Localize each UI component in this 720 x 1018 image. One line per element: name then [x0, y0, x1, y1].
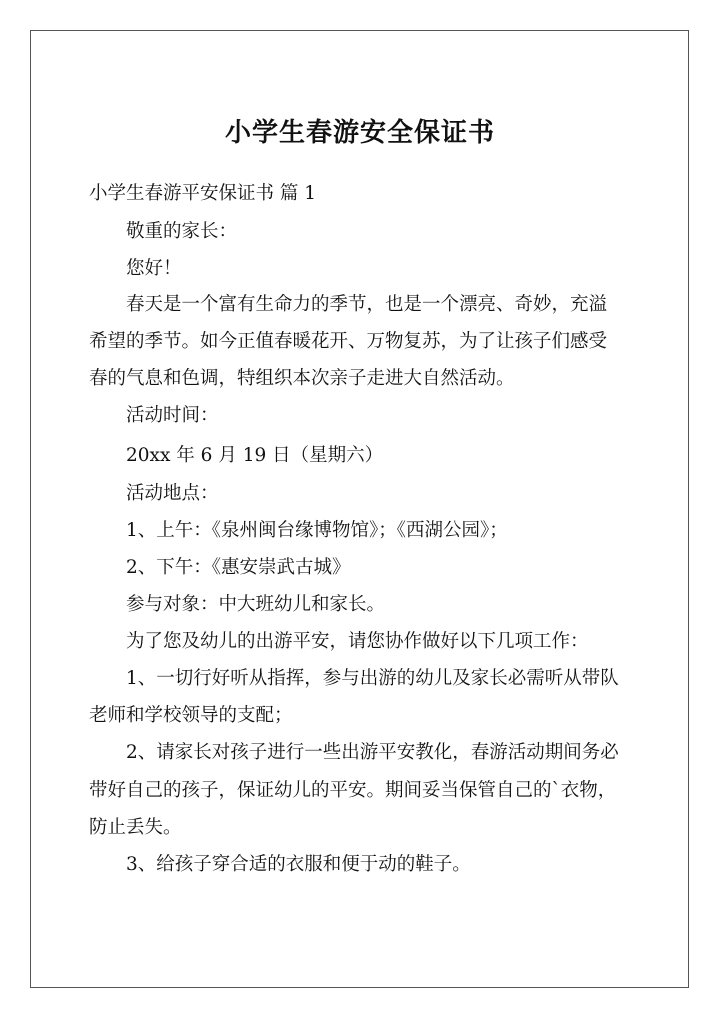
- page-border: [30, 30, 689, 988]
- paragraph-line: 老师和学校领导的支配；: [89, 705, 293, 726]
- paragraph-line: 参与对象：中大班幼儿和家长。: [126, 594, 386, 615]
- paragraph-line: 活动时间：: [126, 405, 219, 426]
- paragraph-line: 希望的季节。如今正值春暖花开、万物复苏，为了让孩子们感受: [89, 331, 608, 352]
- paragraph-line: 1、上午：《泉州闽台缘博物馆》；《西湖公园》；: [126, 520, 508, 541]
- paragraph-line: 3、给孩子穿合适的衣服和便于动的鞋子。: [126, 854, 471, 875]
- paragraph-line: 敬重的家长：: [126, 221, 238, 242]
- document-subtitle: 小学生春游平安保证书 篇 1: [89, 183, 317, 204]
- paragraph-line: 春天是一个富有生命力的季节，也是一个漂亮、奇妙，充溢: [126, 294, 608, 315]
- paragraph-line: 20xx 年 6 月 19 日（星期六）: [126, 445, 384, 466]
- paragraph-line: 2、请家长对孩子进行一些出游平安教化，春游活动期间务必: [126, 742, 619, 763]
- paragraph-line: 为了您及幼儿的出游平安，请您协作做好以下几项工作：: [126, 631, 589, 652]
- paragraph-line: 活动地点：: [126, 483, 219, 504]
- paragraph-line: 2、下午：《惠安崇武古城》: [126, 557, 351, 578]
- paragraph-line: 带好自己的孩子，保证幼儿的平安。期间妥当保管自己的`衣物，: [89, 780, 617, 801]
- paragraph-line: 防止丢失。: [89, 817, 182, 838]
- paragraph-line: 1、一切行好听从指挥，参与出游的幼儿及家长必需听从带队: [126, 668, 619, 689]
- paragraph-line: 您好！: [126, 258, 182, 279]
- document-title: 小学生春游安全保证书: [224, 118, 495, 148]
- paragraph-line: 春的气息和色调，特组织本次亲子走进大自然活动。: [89, 368, 515, 389]
